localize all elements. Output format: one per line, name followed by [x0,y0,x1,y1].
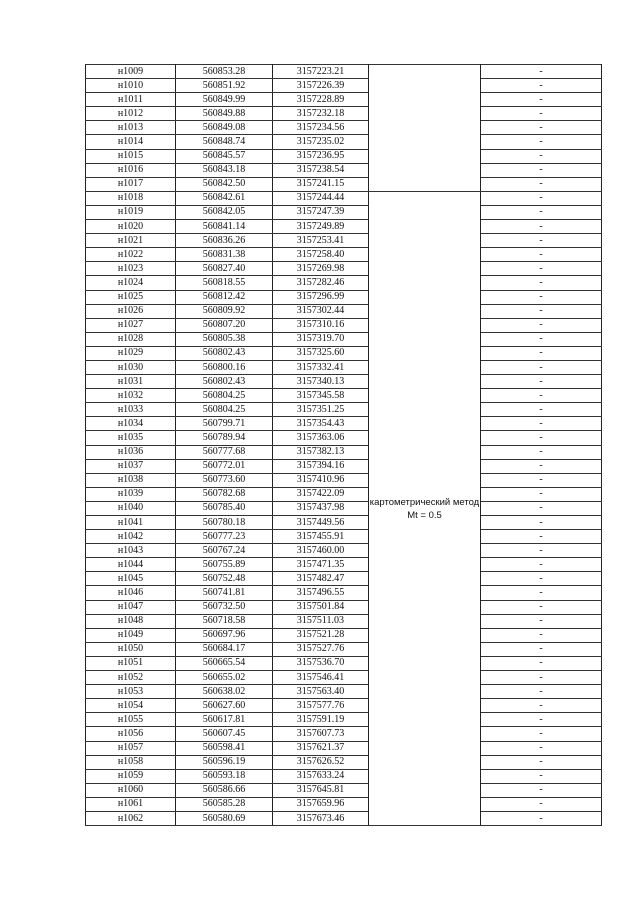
y-coordinate-cell: 3157591.19 [273,713,369,727]
x-coordinate-cell: 560842.61 [176,191,273,205]
point-id-cell: н1016 [86,163,176,177]
point-id-cell: н1060 [86,783,176,797]
point-id-cell: н1046 [86,586,176,600]
x-coordinate-cell: 560812.42 [176,290,273,304]
x-coordinate-cell: 560805.38 [176,332,273,346]
x-coordinate-cell: 560836.26 [176,234,273,248]
table-row [86,544,602,558]
table-row [86,318,602,332]
note-cell: - [481,530,602,544]
note-cell: - [481,671,602,685]
x-coordinate-cell: 560617.81 [176,713,273,727]
note-cell: - [481,389,602,403]
y-coordinate-cell: 3157410.96 [273,473,369,487]
y-coordinate-cell: 3157363.06 [273,431,369,445]
x-coordinate-cell: 560842.50 [176,177,273,191]
note-cell: - [481,473,602,487]
x-coordinate-cell: 560684.17 [176,642,273,656]
x-coordinate-cell: 560607.45 [176,727,273,741]
table-row [86,304,602,318]
y-coordinate-cell: 3157394.16 [273,459,369,473]
point-id-cell: н1029 [86,346,176,360]
x-coordinate-cell: 560804.25 [176,403,273,417]
note-cell: - [481,79,602,93]
point-id-cell: н1042 [86,530,176,544]
note-cell: - [481,586,602,600]
y-coordinate-cell: 3157633.24 [273,769,369,783]
note-cell: - [481,516,602,530]
table-row [86,135,602,149]
table-row [86,600,602,614]
y-coordinate-cell: 3157302.44 [273,304,369,318]
y-coordinate-cell: 3157511.03 [273,614,369,628]
table-row [86,586,602,600]
y-coordinate-cell: 3157234.56 [273,121,369,135]
x-coordinate-cell: 560849.08 [176,121,273,135]
x-coordinate-cell: 560598.41 [176,741,273,755]
table-row [86,685,602,699]
point-id-cell: н1056 [86,727,176,741]
x-coordinate-cell: 560842.05 [176,205,273,219]
y-coordinate-cell: 3157607.73 [273,727,369,741]
x-coordinate-cell: 560777.23 [176,530,273,544]
x-coordinate-cell: 560843.18 [176,163,273,177]
x-coordinate-cell: 560841.14 [176,220,273,234]
point-id-cell: н1018 [86,191,176,205]
table-row [86,755,602,769]
point-id-cell: н1032 [86,389,176,403]
table-row [86,346,602,360]
table-row [86,417,602,431]
note-cell: - [481,318,602,332]
x-coordinate-cell: 560777.68 [176,445,273,459]
table-row [86,360,602,374]
point-id-cell: н1023 [86,262,176,276]
point-id-cell: н1057 [86,741,176,755]
point-id-cell: н1055 [86,713,176,727]
point-id-cell: н1024 [86,276,176,290]
y-coordinate-cell: 3157345.58 [273,389,369,403]
note-cell: - [481,811,602,825]
x-coordinate-cell: 560827.40 [176,262,273,276]
table-row [86,516,602,530]
table-row [86,248,602,262]
x-coordinate-cell: 560580.69 [176,811,273,825]
table-row [86,713,602,727]
point-id-cell: н1033 [86,403,176,417]
table-row [86,403,602,417]
table-row [86,79,602,93]
y-coordinate-cell: 3157482.47 [273,572,369,586]
table-body [86,65,602,826]
note-cell: - [481,685,602,699]
table-row [86,220,602,234]
point-id-cell: н1031 [86,375,176,389]
x-coordinate-cell: 560800.16 [176,360,273,374]
x-coordinate-cell: 560853.28 [176,65,273,79]
y-coordinate-cell: 3157546.41 [273,671,369,685]
y-coordinate-cell: 3157228.89 [273,93,369,107]
point-id-cell: н1049 [86,628,176,642]
note-cell: - [481,431,602,445]
table-row [86,163,602,177]
note-cell: - [481,107,602,121]
point-id-cell: н1058 [86,755,176,769]
note-cell: - [481,191,602,205]
method-label: картометрический метод Mt = 0.5 [369,497,480,522]
y-coordinate-cell: 3157296.99 [273,290,369,304]
method-cell [369,191,481,825]
x-coordinate-cell: 560818.55 [176,276,273,290]
table-row [86,121,602,135]
y-coordinate-cell: 3157351.25 [273,403,369,417]
note-cell: - [481,783,602,797]
table-row [86,177,602,191]
x-coordinate-cell: 560655.02 [176,671,273,685]
point-id-cell: н1048 [86,614,176,628]
point-id-cell: н1026 [86,304,176,318]
y-coordinate-cell: 3157232.18 [273,107,369,121]
x-coordinate-cell: 560752.48 [176,572,273,586]
point-id-cell: н1017 [86,177,176,191]
y-coordinate-cell: 3157238.54 [273,163,369,177]
x-coordinate-cell: 560804.25 [176,389,273,403]
table-row [86,290,602,304]
point-id-cell: н1014 [86,135,176,149]
point-id-cell: н1040 [86,501,176,515]
note-cell: - [481,459,602,473]
y-coordinate-cell: 3157577.76 [273,699,369,713]
note-cell: - [481,572,602,586]
x-coordinate-cell: 560638.02 [176,685,273,699]
table-row [86,375,602,389]
x-coordinate-cell: 560851.92 [176,79,273,93]
table-row [86,262,602,276]
x-coordinate-cell: 560718.58 [176,614,273,628]
x-coordinate-cell: 560697.96 [176,628,273,642]
coordinates-table [85,64,602,826]
x-coordinate-cell: 560767.24 [176,544,273,558]
note-cell: - [481,769,602,783]
table-row [86,797,602,811]
y-coordinate-cell: 3157626.52 [273,755,369,769]
point-id-cell: н1009 [86,65,176,79]
table-row [86,487,602,501]
note-cell: - [481,65,602,79]
y-coordinate-cell: 3157247.39 [273,205,369,219]
note-cell: - [481,375,602,389]
table-row [86,671,602,685]
x-coordinate-cell: 560773.60 [176,473,273,487]
y-coordinate-cell: 3157241.15 [273,177,369,191]
note-cell: - [481,417,602,431]
table-row [86,276,602,290]
y-coordinate-cell: 3157258.40 [273,248,369,262]
table-row [86,699,602,713]
y-coordinate-cell: 3157471.35 [273,558,369,572]
table-row [86,572,602,586]
x-coordinate-cell: 560627.60 [176,699,273,713]
note-cell: - [481,656,602,670]
point-id-cell: н1034 [86,417,176,431]
point-id-cell: н1043 [86,544,176,558]
note-cell: - [481,290,602,304]
point-id-cell: н1021 [86,234,176,248]
note-cell: - [481,797,602,811]
note-cell: - [481,276,602,290]
y-coordinate-cell: 3157673.46 [273,811,369,825]
y-coordinate-cell: 3157422.09 [273,487,369,501]
table-row [86,93,602,107]
note-cell: - [481,163,602,177]
note-cell: - [481,445,602,459]
note-cell: - [481,642,602,656]
note-cell: - [481,699,602,713]
table-row [86,473,602,487]
y-coordinate-cell: 3157244.44 [273,191,369,205]
x-coordinate-cell: 560593.18 [176,769,273,783]
x-coordinate-cell: 560789.94 [176,431,273,445]
table-row [86,558,602,572]
point-id-cell: н1019 [86,205,176,219]
x-coordinate-cell: 560780.18 [176,516,273,530]
point-id-cell: н1062 [86,811,176,825]
note-cell: - [481,262,602,276]
point-id-cell: н1015 [86,149,176,163]
table-row [86,205,602,219]
note-cell: - [481,755,602,769]
table-row [86,727,602,741]
table-row [86,769,602,783]
y-coordinate-cell: 3157659.96 [273,797,369,811]
x-coordinate-cell: 560802.43 [176,375,273,389]
y-coordinate-cell: 3157223.21 [273,65,369,79]
note-cell: - [481,149,602,163]
table-row [86,614,602,628]
y-coordinate-cell: 3157645.81 [273,783,369,797]
x-coordinate-cell: 560596.19 [176,755,273,769]
y-coordinate-cell: 3157226.39 [273,79,369,93]
x-coordinate-cell: 560782.68 [176,487,273,501]
point-id-cell: н1027 [86,318,176,332]
y-coordinate-cell: 3157563.40 [273,685,369,699]
table-row [86,642,602,656]
table-row [86,811,602,825]
note-cell: - [481,93,602,107]
note-cell: - [481,205,602,219]
table-row [86,445,602,459]
table-row [86,65,602,79]
note-cell: - [481,248,602,262]
note-cell: - [481,360,602,374]
point-id-cell: н1037 [86,459,176,473]
x-coordinate-cell: 560665.54 [176,656,273,670]
note-cell: - [481,234,602,248]
y-coordinate-cell: 3157282.46 [273,276,369,290]
point-id-cell: н1059 [86,769,176,783]
x-coordinate-cell: 560802.43 [176,346,273,360]
point-id-cell: н1045 [86,572,176,586]
point-id-cell: н1036 [86,445,176,459]
x-coordinate-cell: 560831.38 [176,248,273,262]
x-coordinate-cell: 560585.28 [176,797,273,811]
y-coordinate-cell: 3157527.76 [273,642,369,656]
point-id-cell: н1041 [86,516,176,530]
table-row [86,107,602,121]
table-row [86,501,602,515]
point-id-cell: н1025 [86,290,176,304]
y-coordinate-cell: 3157253.41 [273,234,369,248]
note-cell: - [481,403,602,417]
table-row [86,431,602,445]
point-id-cell: н1054 [86,699,176,713]
point-id-cell: н1051 [86,656,176,670]
note-cell: - [481,558,602,572]
note-cell: - [481,741,602,755]
method-cell-empty [369,65,481,192]
x-coordinate-cell: 560799.71 [176,417,273,431]
point-id-cell: н1053 [86,685,176,699]
note-cell: - [481,177,602,191]
note-cell: - [481,487,602,501]
table-row [86,783,602,797]
point-id-cell: н1050 [86,642,176,656]
point-id-cell: н1011 [86,93,176,107]
x-coordinate-cell: 560785.40 [176,501,273,515]
y-coordinate-cell: 3157325.60 [273,346,369,360]
point-id-cell: н1028 [86,332,176,346]
point-id-cell: н1061 [86,797,176,811]
note-cell: - [481,727,602,741]
point-id-cell: н1013 [86,121,176,135]
note-cell: - [481,600,602,614]
y-coordinate-cell: 3157536.70 [273,656,369,670]
x-coordinate-cell: 560809.92 [176,304,273,318]
table-row [86,530,602,544]
note-cell: - [481,614,602,628]
table-row [86,741,602,755]
y-coordinate-cell: 3157437.98 [273,501,369,515]
x-coordinate-cell: 560586.66 [176,783,273,797]
table-row [86,389,602,403]
y-coordinate-cell: 3157340.13 [273,375,369,389]
table-row [86,459,602,473]
y-coordinate-cell: 3157496.55 [273,586,369,600]
table-row [86,234,602,248]
y-coordinate-cell: 3157455.91 [273,530,369,544]
table-row [86,656,602,670]
note-cell: - [481,304,602,318]
point-id-cell: н1010 [86,79,176,93]
note-cell: - [481,544,602,558]
x-coordinate-cell: 560845.57 [176,149,273,163]
table-row [86,191,602,205]
note-cell: - [481,332,602,346]
y-coordinate-cell: 3157332.41 [273,360,369,374]
x-coordinate-cell: 560849.99 [176,93,273,107]
y-coordinate-cell: 3157382.13 [273,445,369,459]
x-coordinate-cell: 560807.20 [176,318,273,332]
y-coordinate-cell: 3157460.00 [273,544,369,558]
note-cell: - [481,346,602,360]
table-row [86,332,602,346]
x-coordinate-cell: 560755.89 [176,558,273,572]
note-cell: - [481,220,602,234]
y-coordinate-cell: 3157235.02 [273,135,369,149]
y-coordinate-cell: 3157521.28 [273,628,369,642]
point-id-cell: н1038 [86,473,176,487]
point-id-cell: н1035 [86,431,176,445]
y-coordinate-cell: 3157319.70 [273,332,369,346]
y-coordinate-cell: 3157249.89 [273,220,369,234]
note-cell: - [481,135,602,149]
y-coordinate-cell: 3157501.84 [273,600,369,614]
point-id-cell: н1047 [86,600,176,614]
y-coordinate-cell: 3157621.37 [273,741,369,755]
note-cell: - [481,121,602,135]
y-coordinate-cell: 3157449.56 [273,516,369,530]
point-id-cell: н1030 [86,360,176,374]
table-row [86,149,602,163]
point-id-cell: н1022 [86,248,176,262]
table-row [86,628,602,642]
point-id-cell: н1039 [86,487,176,501]
point-id-cell: н1044 [86,558,176,572]
y-coordinate-cell: 3157354.43 [273,417,369,431]
note-cell: - [481,628,602,642]
x-coordinate-cell: 560849.88 [176,107,273,121]
y-coordinate-cell: 3157310.16 [273,318,369,332]
x-coordinate-cell: 560732.50 [176,600,273,614]
point-id-cell: н1012 [86,107,176,121]
x-coordinate-cell: 560772.01 [176,459,273,473]
note-cell: - [481,501,602,515]
x-coordinate-cell: 560848.74 [176,135,273,149]
x-coordinate-cell: 560741.81 [176,586,273,600]
y-coordinate-cell: 3157269.98 [273,262,369,276]
point-id-cell: н1020 [86,220,176,234]
y-coordinate-cell: 3157236.95 [273,149,369,163]
note-cell: - [481,713,602,727]
point-id-cell: н1052 [86,671,176,685]
